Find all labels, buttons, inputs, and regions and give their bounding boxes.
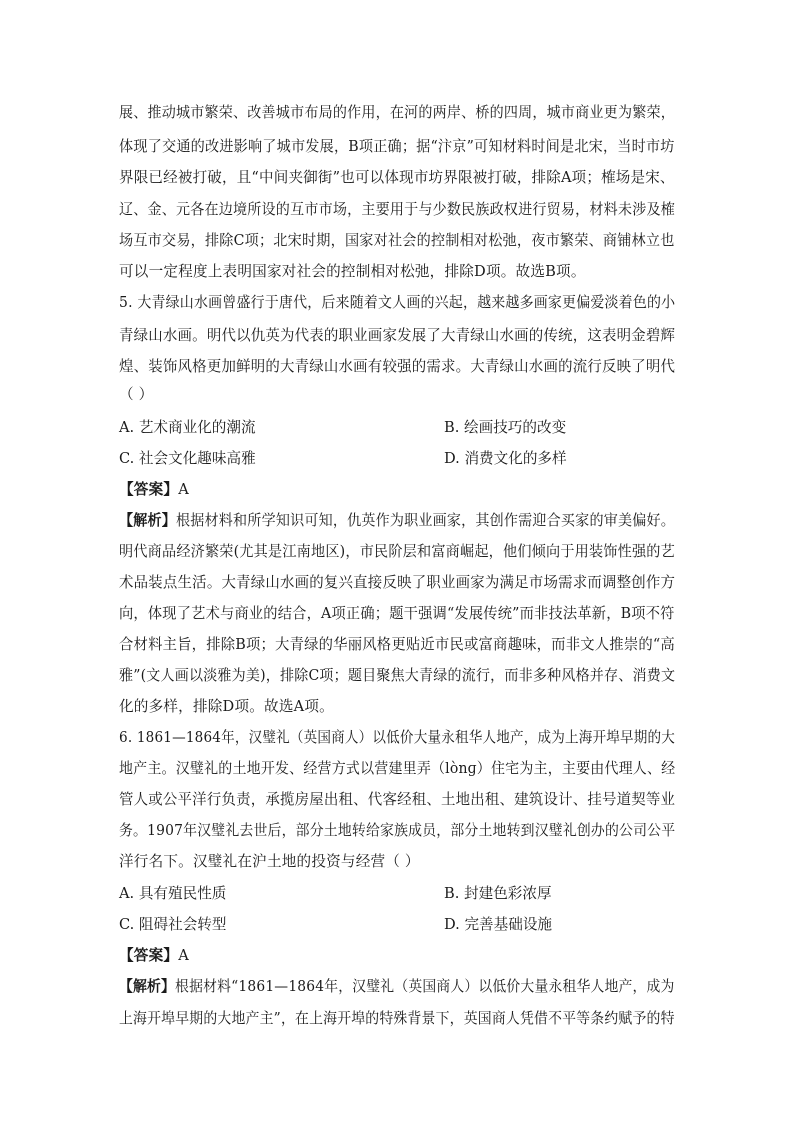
analysis-line: 雅”(文人画以淡雅为美)，排除C项；题目聚焦大青绿的流行，而非多种风格并存、消费文: [119, 667, 676, 684]
option-d: D. 完善基础设施: [444, 916, 553, 933]
analysis-text: 根据材料“1861—1864年，汉璧礼（英国商人）以低价大量永租华人地产，成为: [175, 978, 675, 995]
option-c: C. 阻碍社会转型: [119, 916, 227, 933]
paragraph-line: 体现了交通的改进影响了城市发展，B项正确；据“汴京”可知材料时间是北宋，当时市坊: [119, 138, 675, 155]
question-blank: （ ）: [119, 386, 154, 403]
option-d: D. 消费文化的多样: [444, 450, 567, 467]
question-stem: 洋行名下。汉璧礼在沪土地的投资与经营（ ）: [119, 853, 420, 870]
paragraph-line: 展、推动城市繁荣、改善城市布局的作用，在河的两岸、桥的四周，城市商业更为繁荣，: [119, 104, 675, 121]
analysis-line: 向，体现了艺术与商业的结合，A项正确；题干强调“发展传统”而非技法革新，B项不符: [119, 605, 675, 622]
analysis-line: 化的多样，排除D项。故选A项。: [119, 698, 334, 715]
option-c: C. 社会文化趣味高雅: [119, 450, 256, 467]
answer-line: [119, 480, 189, 500]
analysis-tag: 【解析】: [119, 978, 176, 995]
analysis-tag: 【解析】: [119, 512, 177, 529]
option-b: B. 绘画技巧的改变: [444, 419, 567, 436]
paragraph-line: 场互市交易，排除C项；北宋时期，国家对社会的控制相对松弛，夜市繁荣、商铺林立也: [119, 232, 675, 249]
answer-value: A: [178, 947, 189, 964]
question-stem: 地产主。汉璧礼的土地开发、经营方式以营建里弄（lònɡ）住宅为主，主要由代理人、经: [119, 760, 676, 777]
answer-tag: 【答案】: [119, 947, 179, 964]
analysis-line: 合材料主旨，排除B项；大青绿的华丽风格更贴近市民或富商趣味，而非文人推崇的“高: [119, 636, 675, 653]
option-a: A. 具有殖民性质: [119, 885, 227, 902]
analysis-line: 术品装点生活。大青绿山水画的复兴直接反映了职业画家为满足市场需求而调整创作方: [119, 574, 676, 591]
question-stem: 青绿山水画。明代以仇英为代表的职业画家发展了大青绿山水画的传统，这表明金碧辉: [119, 327, 676, 344]
analysis-line: [119, 511, 675, 531]
question-stem: 5. 大青绿山水画曾盛行于唐代，后来随着文人画的兴起，越来越多画家更偏爱淡着色的小: [119, 294, 676, 311]
option-b: B. 封建色彩浓厚: [444, 885, 552, 902]
analysis-text: 根据材料和所学知识可知，仇英作为职业画家，其创作需迎合买家的审美偏好。: [176, 512, 675, 529]
question-stem: 管人或公平洋行负责，承揽房屋出租、代客经租、土地出租、建筑设计、挂号道契等业: [119, 791, 676, 808]
answer-line: [119, 946, 189, 966]
option-a: A. 艺术商业化的潮流: [119, 419, 256, 436]
question-stem: 务。1907年汉璧礼去世后，部分土地转给家族成员，部分土地转到汉璧礼创办的公司公平: [119, 822, 676, 839]
paragraph-line: 可以一定程度上表明国家对社会的控制相对松弛，排除D项。故选B项。: [119, 263, 586, 280]
answer-value: A: [178, 481, 189, 498]
paragraph-line: 界限已经被打破，且“中间夹御街”也可以体现市坊界限被打破，排除A项；榷场是宋、: [119, 169, 675, 186]
answer-tag: 【答案】: [119, 481, 179, 498]
analysis-line: 明代商品经济繁荣(尤其是江南地区)，市民阶层和富商崛起，他们倾向于用装饰性强的艺: [119, 543, 675, 560]
question-stem: 6. 1861—1864年，汉璧礼（英国商人）以低价大量永租华人地产，成为上海开埠早期的大: [119, 729, 676, 746]
question-stem: 煌、装饰风格更加鲜明的大青绿山水画有较强的需求。大青绿山水画的流行反映了明代: [119, 358, 676, 375]
analysis-line: [119, 977, 675, 997]
analysis-line: 上海开埠早期的大地产主”，在上海开埠的特殊背景下，英国商人凭借不平等条约赋予的特: [119, 1010, 675, 1027]
paragraph-line: 辽、金、元各在边境所设的互市市场，主要用于与少数民族政权进行贸易，材料未涉及榷: [119, 201, 675, 218]
